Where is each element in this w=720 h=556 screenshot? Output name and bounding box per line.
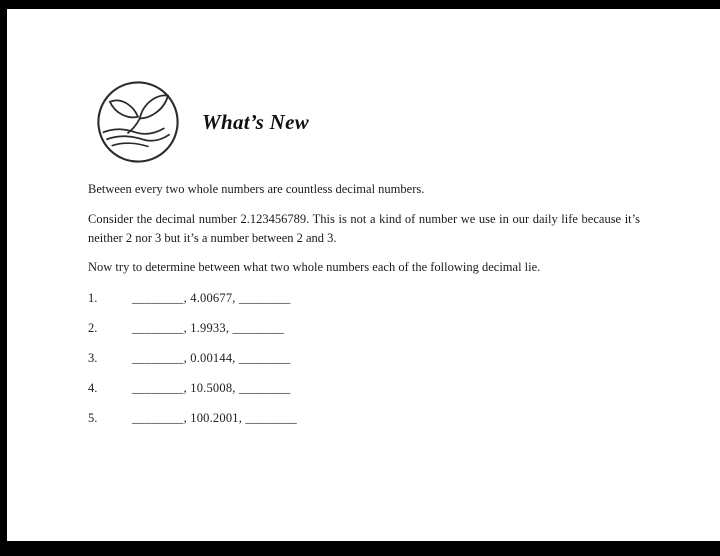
section-header xyxy=(94,78,640,166)
exercise-blanks: ________, 100.2001, ________ xyxy=(132,411,297,425)
exercise-number: 4. xyxy=(88,381,98,395)
section-title: What’s New xyxy=(202,109,310,134)
exercise-row-1 xyxy=(88,291,640,306)
exercise-row-5 xyxy=(88,411,640,426)
exercise-blanks: ________, 4.00677, ________ xyxy=(132,291,291,305)
bottom-black-bar xyxy=(0,541,720,556)
instruction-paragraph: Now try to determine between what two whole numbers each of the following decimal lie. xyxy=(88,260,541,275)
exercise-number: 2. xyxy=(88,321,98,335)
exercise-blanks: ________, 10.5008, ________ xyxy=(132,381,291,395)
exercise-number: 3. xyxy=(88,351,98,365)
left-black-bar xyxy=(0,0,7,556)
exercise-list xyxy=(88,291,640,426)
intro-paragraph: Between every two whole numbers are countless decimal numbers. xyxy=(88,182,425,196)
exercise-number: 1. xyxy=(88,291,98,305)
hand-seedling-icon xyxy=(94,78,182,166)
example-paragraph: Consider the decimal number 2.123456789. This is not a kind of number we use in our daily life because it’s neither 2 nor 3 but it’s a number between 2 and 3. xyxy=(88,211,640,245)
exercise-row-2 xyxy=(88,321,640,336)
page-content xyxy=(88,78,640,441)
exercise-number: 5. xyxy=(88,411,98,425)
exercise-row-4 xyxy=(88,381,640,396)
top-black-bar xyxy=(0,0,720,9)
exercise-blanks: ________, 1.9933, ________ xyxy=(132,321,285,335)
exercise-blanks: ________, 0.00144, ________ xyxy=(132,351,291,365)
exercise-row-3 xyxy=(88,351,640,366)
